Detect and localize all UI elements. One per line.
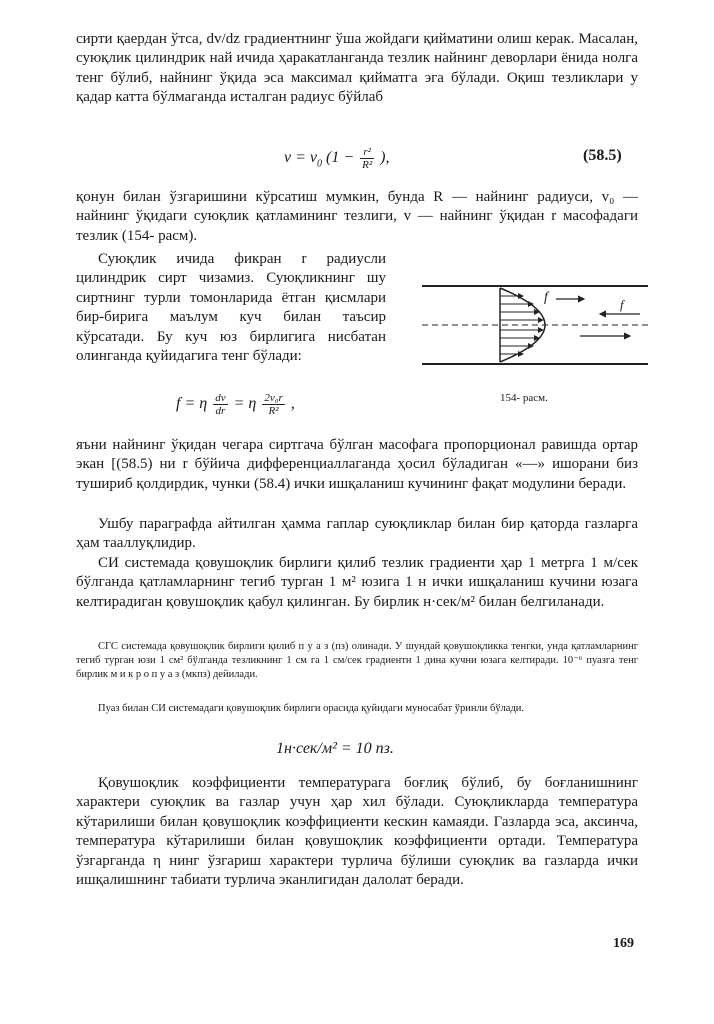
equation-force: f = η $\frac{dv}{dr}$ = η $\frac{\text{2v₀r}}{\text{R²}}$ , bbox=[176, 392, 295, 417]
paragraph-2: қонун билан ўзгаришини кўрсатиш мумкин, бунда R — найнинг радиуси, v₀ — найнинг ўқидаги суюқлик қатламининг тезлиги, v — найнинг ўқидан r масофадаги тезлик (154- расм). bbox=[76, 189, 638, 244]
pipe-flow-figure bbox=[420, 274, 650, 374]
paragraph-4: яъни найнинг ўқидан чегара сиртгача бўлган масофага пропорционал равишда ортар экан [(58.5) ни r бўйича дифференциаллаганда ҳосил бўладиган «—» ишорани биз тушириб қолдирдик, чунки (58.4) ички ишқаланиш кучининг фақат модулини беради. bbox=[76, 437, 638, 492]
force-label-f: f bbox=[544, 290, 548, 305]
paragraph-5: Ушбу параграфда айтилган ҳамма гаплар суюқликлар билан бир қаторда газларга ҳам тааллуқлидир. bbox=[76, 516, 638, 552]
paragraph-3: Суюқлик ичида фикран r радиусли цилиндрик сирт чизамиз. Суюқликнинг шу сиртнинг турли томонларида ётган қисмлари бир-бирига маълум куч билан таъсир кўрсатади. Бу куч юз бирлигига нисбатан олинганда қуйидагига тенг бўлади: bbox=[76, 251, 386, 365]
page-number: 169 bbox=[613, 936, 634, 951]
paragraph-7: Қовушоқлик коэффициенти температурага боғлиқ бўлиб, бу боғланишнинг характери суюқлик ва газлар учун ҳар хил бўлади. Суюқликларда температура кўтарилиши билан қовушоқлик коэффициенти кескин камаяди. Газларда эса, аксинча, температура кўтарилиши билан қовушоқлик коэффициенти ортади. Температура ўзгарганда η нинг ўзгариш характери турлича бўлиши суюқлик ва газларда ички ишқалишнинг табиати турлича эканлигидан далолат беради. bbox=[76, 775, 638, 889]
footnote-cgs: СГС системада қовушоқлик бирлиги қилиб п у а з (пз) олинади. У шундай қовушоқликка тенгки, унда қатламларнинг тегиб турган юзи 1 см² бўлганда тезликнинг 1 см га 1 см/сек градиенти 1 дина кучни юзага келтиради. 10⁻⁶ пуазга тенг бирлик м и к р о п у а з (мкпз) дейилади. bbox=[76, 641, 638, 680]
footnote-relation: Пуаз билан СИ системадаги қовушоқлик бирлиги орасида қуйидаги муносабат ўринли бўлади. bbox=[98, 703, 525, 714]
force-label-f-right: f bbox=[620, 297, 624, 312]
paragraph-1: сирти қаердан ўтса, dv/dz градиентнинг ўша жойдаги қийматини олиш керак. Масалан, суюқлик цилиндрик най ичида ҳаракатланганда тезлик найнинг деворлари ёнида нолга тенг бўлиб, найнинг ўқида эса максимал қийматга эга бўлади. Оқиш тезликлари у қадар катта бўлмаганда исталган радиус бўйлаб bbox=[76, 31, 638, 106]
equation-unit-conversion: 1н·сек/м² = 10 пз. bbox=[276, 740, 394, 757]
equation-number-58-5: (58.5) bbox=[583, 147, 622, 164]
equation-58-5: $v = v_0$ (1 − $\frac{\text{r²}}{\text{R²}}$ ), bbox=[284, 146, 390, 171]
figure-caption: 154- расм. bbox=[500, 392, 548, 404]
paragraph-6: СИ системада қовушоқлик бирлиги қилиб тезлик градиенти ҳар 1 метрга 1 м/сек бўлганда қатламларнинг тегиб турган 1 м² юзига 1 н ички ишқаланиш кучини юзага келтирадиган қовушоқлик қабул қилинган. Бу бирлик н·сек/м² билан белгиланади. bbox=[76, 555, 638, 610]
